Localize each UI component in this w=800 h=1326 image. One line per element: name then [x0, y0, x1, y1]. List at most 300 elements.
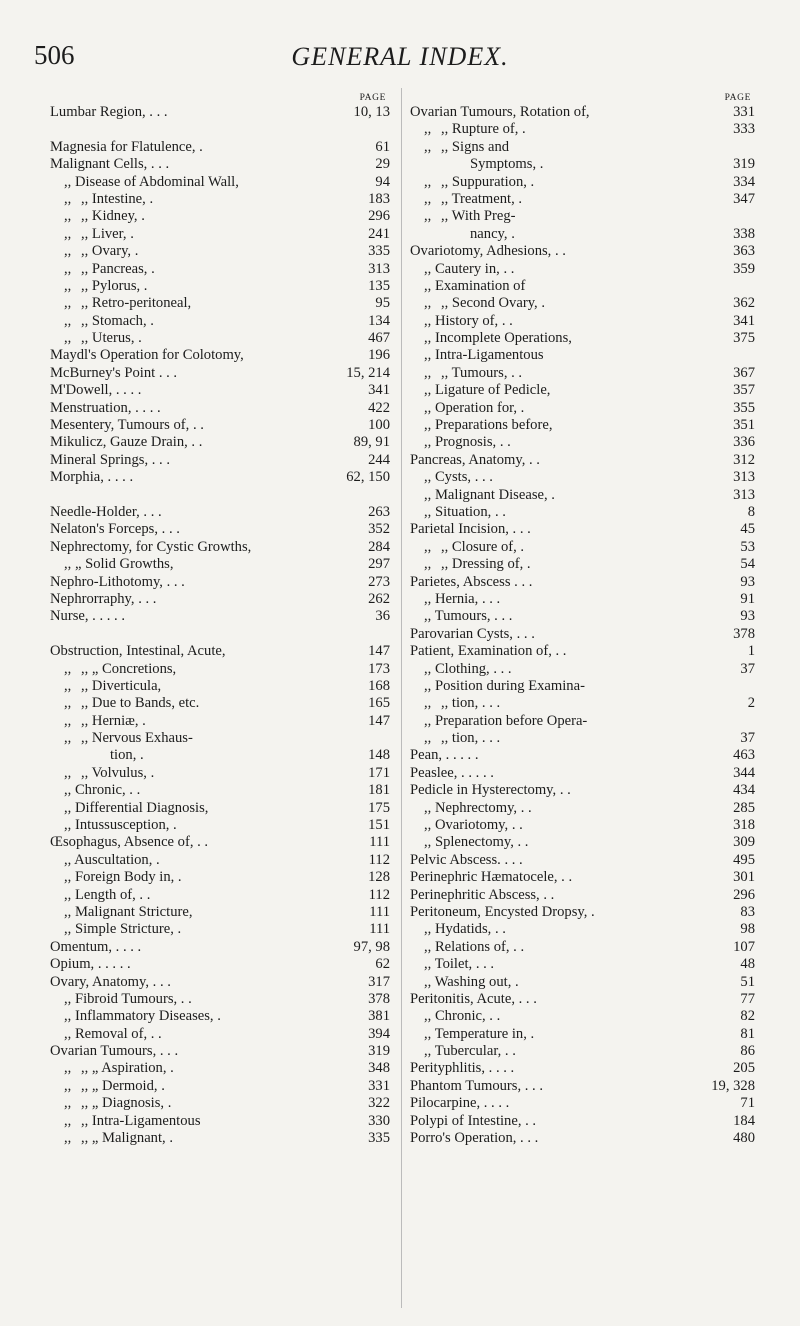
index-entry — [410, 1008, 755, 1025]
entry-text: Simple Stricture, . — [74, 921, 182, 938]
entry-text: Needle-Holder, . . . — [50, 503, 162, 520]
entry-text: Intestine, . — [91, 190, 154, 207]
entry-page: 8 — [747, 503, 755, 520]
entry-label — [50, 608, 125, 625]
entry-text: Volvulus, . — [91, 764, 155, 781]
entry-text: nancy, . — [470, 225, 515, 242]
index-entry — [410, 730, 755, 747]
entry-label — [50, 139, 203, 156]
entry-label — [410, 1060, 514, 1077]
entry-label — [470, 156, 543, 173]
entry-page: 184 — [733, 1112, 755, 1129]
entry-page: 171 — [368, 764, 390, 781]
entry-label — [50, 1095, 171, 1112]
entry-text: Mesentery, Tumours of, . . — [50, 417, 204, 434]
entry-label — [410, 191, 522, 208]
entry-page: 378 — [368, 990, 390, 1007]
index-entry — [50, 539, 390, 556]
entry-text: Malignant Cells, . . . — [50, 156, 170, 173]
entry-page: 241 — [368, 225, 390, 242]
ditto-mark: ,, — [424, 330, 435, 347]
entry-text: Washing out, . — [434, 973, 519, 990]
index-entry — [410, 1095, 755, 1112]
entry-page: 338 — [733, 225, 755, 242]
ditto-mark: ,, — [64, 886, 75, 903]
entry-page: 313 — [368, 260, 390, 277]
index-entry — [410, 226, 755, 243]
ditto-mark: ,, — [64, 677, 75, 694]
entry-page: 434 — [733, 782, 755, 799]
ditto-mark: ,, — [64, 660, 75, 677]
entry-label — [64, 904, 193, 921]
entry-label — [424, 382, 550, 399]
entry-label — [410, 365, 522, 382]
ditto-mark: ,, — [424, 590, 435, 607]
index-entry — [410, 1078, 755, 1095]
entry-page: 319 — [733, 156, 755, 173]
entry-text: Œsophagus, Absence of, . . — [50, 834, 209, 851]
ditto-mark: ,, — [64, 556, 75, 573]
entry-page: 318 — [733, 817, 755, 834]
index-entry — [50, 991, 390, 1008]
entry-label — [50, 208, 145, 225]
entry-page: 467 — [368, 330, 390, 347]
entry-text: Splenectomy, . . — [434, 834, 529, 851]
ditto-mark: ,, — [424, 973, 435, 990]
entry-page: 331 — [368, 1077, 390, 1094]
ditto-mark: ,, — [64, 225, 75, 242]
entry-text: Cautery in, . . — [434, 260, 515, 277]
index-entry — [410, 539, 755, 556]
entry-label — [64, 1026, 162, 1043]
entry-label — [410, 539, 524, 556]
index-entry — [410, 1060, 755, 1077]
index-entry — [50, 1113, 390, 1130]
ditto-mark: ,, — [64, 764, 75, 781]
index-entry — [50, 869, 390, 886]
entry-text: Ovariotomy, . . — [434, 817, 523, 834]
index-entry — [50, 661, 390, 678]
entry-text: Maydl's Operation for Colotomy, — [50, 347, 244, 364]
entry-page: 61 — [375, 138, 390, 155]
entry-label — [64, 800, 208, 817]
entry-label — [424, 504, 506, 521]
entry-label — [50, 695, 199, 712]
entry-page: 262 — [368, 590, 390, 607]
index-entry — [410, 174, 755, 191]
ditto-mark: ,, — [64, 869, 75, 886]
entry-text: Relations of, . . — [434, 938, 525, 955]
entry-page: 151 — [368, 817, 390, 834]
ditto-mark: ,, — [64, 730, 75, 747]
entry-page: 111 — [369, 834, 390, 851]
entry-page: 168 — [368, 677, 390, 694]
entry-page: 322 — [368, 1095, 390, 1112]
entry-page: 381 — [368, 1008, 390, 1025]
entry-text: Pancreas, . — [91, 260, 155, 277]
entry-text: Cysts, . . . — [434, 469, 493, 486]
entry-page: 309 — [733, 834, 755, 851]
entry-page: 93 — [740, 608, 755, 625]
entry-page: 147 — [368, 643, 390, 660]
entry-text: Due to Bands, etc. — [91, 695, 200, 712]
entry-label — [424, 713, 587, 730]
entry-label — [410, 1113, 536, 1130]
entry-label — [64, 556, 173, 573]
entry-page: 37 — [740, 730, 755, 747]
ditto-mark: ,, — [424, 208, 435, 225]
entry-page: 394 — [368, 1025, 390, 1042]
entry-label — [470, 226, 515, 243]
entry-page: 19, 328 — [711, 1077, 755, 1094]
entry-label — [50, 730, 193, 747]
entry-page: 134 — [368, 312, 390, 329]
entry-label — [424, 608, 512, 625]
entry-page: 335 — [368, 243, 390, 260]
entry-page: 352 — [368, 521, 390, 538]
entry-label — [410, 174, 534, 191]
entry-label — [410, 1095, 509, 1112]
entry-text: Tumours, . . . — [434, 608, 513, 625]
entry-text: Chronic, . . — [434, 1008, 501, 1025]
entry-page: 48 — [740, 956, 755, 973]
entry-text: Hydatids, . . — [434, 921, 506, 938]
entry-page: 107 — [733, 938, 755, 955]
entry-page: 351 — [733, 417, 755, 434]
entry-text: Liver, . — [91, 225, 134, 242]
entry-label — [424, 661, 512, 678]
index-entry — [50, 521, 390, 538]
entry-label — [50, 156, 169, 173]
entry-text: Menstruation, . . . . — [50, 399, 161, 416]
entry-text: Operation for, . — [434, 399, 525, 416]
entry-label — [424, 1008, 500, 1025]
entry-label — [50, 313, 154, 330]
entry-text: Situation, . . — [434, 503, 506, 520]
ditto-mark: ,, — [424, 173, 435, 190]
entry-label — [50, 591, 156, 608]
index-entry — [410, 295, 755, 312]
page-column-header: PAGE — [359, 93, 386, 103]
entry-page: 244 — [368, 451, 390, 468]
index-entry — [50, 852, 390, 869]
entry-page: 297 — [368, 556, 390, 573]
index-column-right — [410, 92, 755, 1147]
ditto-mark: ,, — [424, 817, 435, 834]
index-entry — [50, 400, 390, 417]
index-entry — [50, 347, 390, 364]
entry-text: Omentum, . . . . — [50, 938, 142, 955]
entry-text: Foreign Body in, . — [74, 869, 182, 886]
entry-text: Nephrectomy, . . — [434, 799, 532, 816]
entry-label — [110, 747, 144, 764]
index-entry — [50, 278, 390, 295]
entry-label — [410, 904, 595, 921]
ditto-mark: ,, — [424, 677, 435, 694]
index-entry — [50, 156, 390, 173]
index-entry — [50, 904, 390, 921]
entry-text: Preparation before Opera- — [434, 712, 588, 729]
index-entry — [50, 1095, 390, 1112]
page-column-header: PAGE — [724, 93, 751, 103]
entry-page: 273 — [368, 573, 390, 590]
entry-label — [50, 261, 155, 278]
ditto-mark: ,, — [64, 799, 75, 816]
entry-text: Mineral Springs, . . . — [50, 451, 170, 468]
entry-text: Prognosis, . . — [434, 434, 511, 451]
entry-label — [50, 939, 141, 956]
index-entry — [410, 487, 755, 504]
entry-text: Stomach, . — [91, 312, 154, 329]
entry-label — [424, 313, 513, 330]
entry-text: Tumours, . . — [451, 364, 523, 381]
entry-label — [50, 834, 208, 851]
ditto-mark: ,, — [80, 764, 92, 781]
entry-label — [50, 678, 161, 695]
entry-label — [424, 974, 519, 991]
ditto-mark: ,, — [80, 695, 92, 712]
entry-page: 333 — [733, 121, 755, 138]
entry-text: Disease of Abdominal Wall, — [74, 173, 239, 190]
entry-label — [50, 278, 147, 295]
entry-text: tion, . . . — [451, 730, 501, 747]
index-entry — [410, 504, 755, 521]
entry-gap — [50, 487, 390, 504]
entry-page: 335 — [368, 1130, 390, 1147]
ditto-mark: ,, — [440, 538, 452, 555]
ditto-mark: ,, — [440, 730, 452, 747]
ditto-mark: ,, — [424, 921, 435, 938]
entry-page: 319 — [368, 1043, 390, 1060]
entry-label — [410, 1078, 543, 1095]
index-entry — [410, 139, 755, 156]
entry-label — [410, 626, 535, 643]
index-entry — [410, 852, 755, 869]
ditto-mark: ,, — [80, 243, 92, 260]
entry-text: Tubercular, . . — [434, 1043, 516, 1060]
index-entry — [50, 191, 390, 208]
entry-label — [410, 730, 500, 747]
index-entry — [410, 1043, 755, 1060]
entry-page: 357 — [733, 382, 755, 399]
entry-page: 95 — [375, 295, 390, 312]
entry-label — [410, 1130, 538, 1147]
index-entry — [410, 695, 755, 712]
index-entry — [50, 817, 390, 834]
ditto-mark: ,, — [424, 695, 435, 712]
index-entry — [410, 800, 755, 817]
ditto-mark: ,, — [80, 660, 92, 677]
left-entries — [50, 104, 390, 1147]
index-entry — [410, 817, 755, 834]
index-entry — [410, 591, 755, 608]
entry-text: Malignant Stricture, — [74, 903, 193, 920]
entry-label — [50, 226, 134, 243]
entry-page: 205 — [733, 1060, 755, 1077]
ditto-mark: ,, — [80, 730, 92, 747]
entry-label — [50, 504, 162, 521]
entry-page: 82 — [740, 1008, 755, 1025]
entry-page: 263 — [368, 503, 390, 520]
ditto-mark: ,, — [424, 538, 435, 555]
entry-text: Nervous Exhaus- — [91, 730, 193, 747]
entry-text: „ Solid Growths, — [74, 556, 174, 573]
ditto-mark: ,, — [80, 208, 92, 225]
entry-page: 94 — [375, 173, 390, 190]
entry-label — [50, 1043, 178, 1060]
ditto-mark: ,, — [424, 399, 435, 416]
ditto-mark: ,, — [440, 695, 452, 712]
index-entry — [410, 678, 755, 695]
index-entry — [50, 782, 390, 799]
entry-label — [64, 921, 181, 938]
index-entry — [50, 452, 390, 469]
entry-label — [64, 817, 177, 834]
entry-label — [64, 852, 160, 869]
entry-text: Temperature in, . — [434, 1025, 535, 1042]
entry-text: Peritoneum, Encysted Dropsy, . — [410, 903, 595, 920]
ditto-mark: ,, — [80, 712, 92, 729]
entry-label — [424, 469, 493, 486]
ditto-mark: ,, — [64, 851, 75, 868]
ditto-mark: ,, — [64, 1060, 75, 1077]
ditto-mark: ,, — [424, 799, 435, 816]
entry-page: 495 — [733, 851, 755, 868]
entry-page: 183 — [368, 190, 390, 207]
entry-text: Parietes, Abscess . . . — [410, 573, 533, 590]
entry-label — [424, 591, 500, 608]
ditto-mark: ,, — [440, 121, 452, 138]
entry-page: 331 — [733, 104, 755, 120]
ditto-mark: ,, — [64, 295, 75, 312]
index-entry — [50, 208, 390, 225]
entry-text: Symptoms, . — [470, 156, 544, 173]
index-entry — [410, 1113, 755, 1130]
index-entry — [50, 974, 390, 991]
ditto-mark: ,, — [424, 1043, 435, 1060]
ditto-mark: ,, — [80, 260, 92, 277]
entry-page: 313 — [733, 486, 755, 503]
index-entry — [410, 469, 755, 486]
entry-text: Ovarian Tumours, Rotation of, — [410, 104, 590, 120]
entry-text: Opium, . . . . . — [50, 956, 131, 973]
entry-text: Perinephric Hæmatocele, . . — [410, 869, 573, 886]
entry-page: 62, 150 — [346, 469, 390, 486]
entry-label — [50, 330, 142, 347]
ditto-mark: ,, — [424, 121, 435, 138]
entry-label — [410, 243, 566, 260]
ditto-mark: ,, — [424, 503, 435, 520]
ditto-mark: ,, — [424, 608, 435, 625]
index-entry — [410, 887, 755, 904]
entry-page: 100 — [368, 417, 390, 434]
entry-text: Nephrectomy, for Cystic Growths, — [50, 538, 252, 555]
entry-page: 334 — [733, 173, 755, 190]
entry-page: 344 — [733, 764, 755, 781]
entry-text: Ovariotomy, Adhesions, . . — [410, 243, 566, 260]
entry-text: Suppuration, . — [451, 173, 535, 190]
entry-page: 362 — [733, 295, 755, 312]
ditto-mark: ,, — [424, 486, 435, 503]
entry-text: Intussusception, . — [74, 817, 177, 834]
entry-label — [64, 991, 192, 1008]
entry-label — [50, 400, 161, 417]
index-entry — [410, 661, 755, 678]
entry-label — [424, 261, 514, 278]
ditto-mark: ,, — [64, 712, 75, 729]
entry-page: 296 — [368, 208, 390, 225]
ditto-mark: ,, — [64, 1112, 75, 1129]
entry-text: Fibroid Tumours, . . — [74, 990, 192, 1007]
entry-text: Pancreas, Anatomy, . . — [410, 451, 540, 468]
entry-label — [50, 191, 153, 208]
ditto-mark: ,, — [64, 260, 75, 277]
ditto-mark: ,, — [64, 921, 75, 938]
ditto-mark: ,, — [424, 260, 435, 277]
entry-label — [50, 469, 133, 486]
ditto-mark: ,, — [80, 190, 92, 207]
entry-text: Nelaton's Forceps, . . . — [50, 521, 180, 538]
entry-text: McBurney's Point . . . — [50, 364, 178, 381]
entry-label — [64, 1008, 221, 1025]
entry-label — [50, 104, 168, 121]
entry-text: Mikulicz, Gauze Drain, . . — [50, 434, 203, 451]
entry-page: 301 — [733, 869, 755, 886]
entry-text: Herniæ, . — [91, 712, 146, 729]
entry-page: 97, 98 — [353, 938, 390, 955]
index-entry — [50, 417, 390, 434]
entry-text: Treatment, . — [451, 190, 523, 207]
entry-page: 313 — [733, 469, 755, 486]
entry-text: „ Concretions, — [91, 660, 177, 677]
entry-label — [424, 834, 528, 851]
entry-page: 296 — [733, 886, 755, 903]
ditto-mark: ,, — [64, 1008, 75, 1025]
entry-label — [424, 800, 532, 817]
ditto-mark: ,, — [80, 677, 92, 694]
index-entry — [410, 904, 755, 921]
index-entry — [410, 713, 755, 730]
entry-text: Magnesia for Flatulence, . — [50, 138, 203, 155]
entry-text: Differential Diagnosis, — [74, 799, 209, 816]
entry-text: Signs and — [451, 138, 510, 155]
index-entry — [50, 365, 390, 382]
entry-page: 111 — [369, 903, 390, 920]
ditto-mark: ,, — [424, 956, 435, 973]
index-entry — [410, 521, 755, 538]
entry-page: 317 — [368, 973, 390, 990]
ditto-mark: ,, — [64, 190, 75, 207]
ditto-mark: ,, — [80, 330, 92, 347]
column-divider — [401, 88, 402, 1308]
entry-label — [424, 347, 544, 364]
entry-label — [410, 695, 500, 712]
index-entry — [410, 365, 755, 382]
entry-text: Parietal Incision, . . . — [410, 521, 531, 538]
entry-page: 480 — [733, 1130, 755, 1147]
entry-page: 284 — [368, 538, 390, 555]
entry-text: „ Aspiration, . — [91, 1060, 174, 1077]
ditto-mark: ,, — [64, 243, 75, 260]
ditto-mark: ,, — [424, 138, 435, 155]
index-entry — [50, 504, 390, 521]
index-entry — [410, 347, 755, 364]
index-entry — [410, 1026, 755, 1043]
entry-text: Examination of — [434, 277, 526, 294]
index-entry — [50, 295, 390, 312]
entry-text: Perinephritic Abscess, . . — [410, 886, 555, 903]
entry-page: 173 — [368, 660, 390, 677]
